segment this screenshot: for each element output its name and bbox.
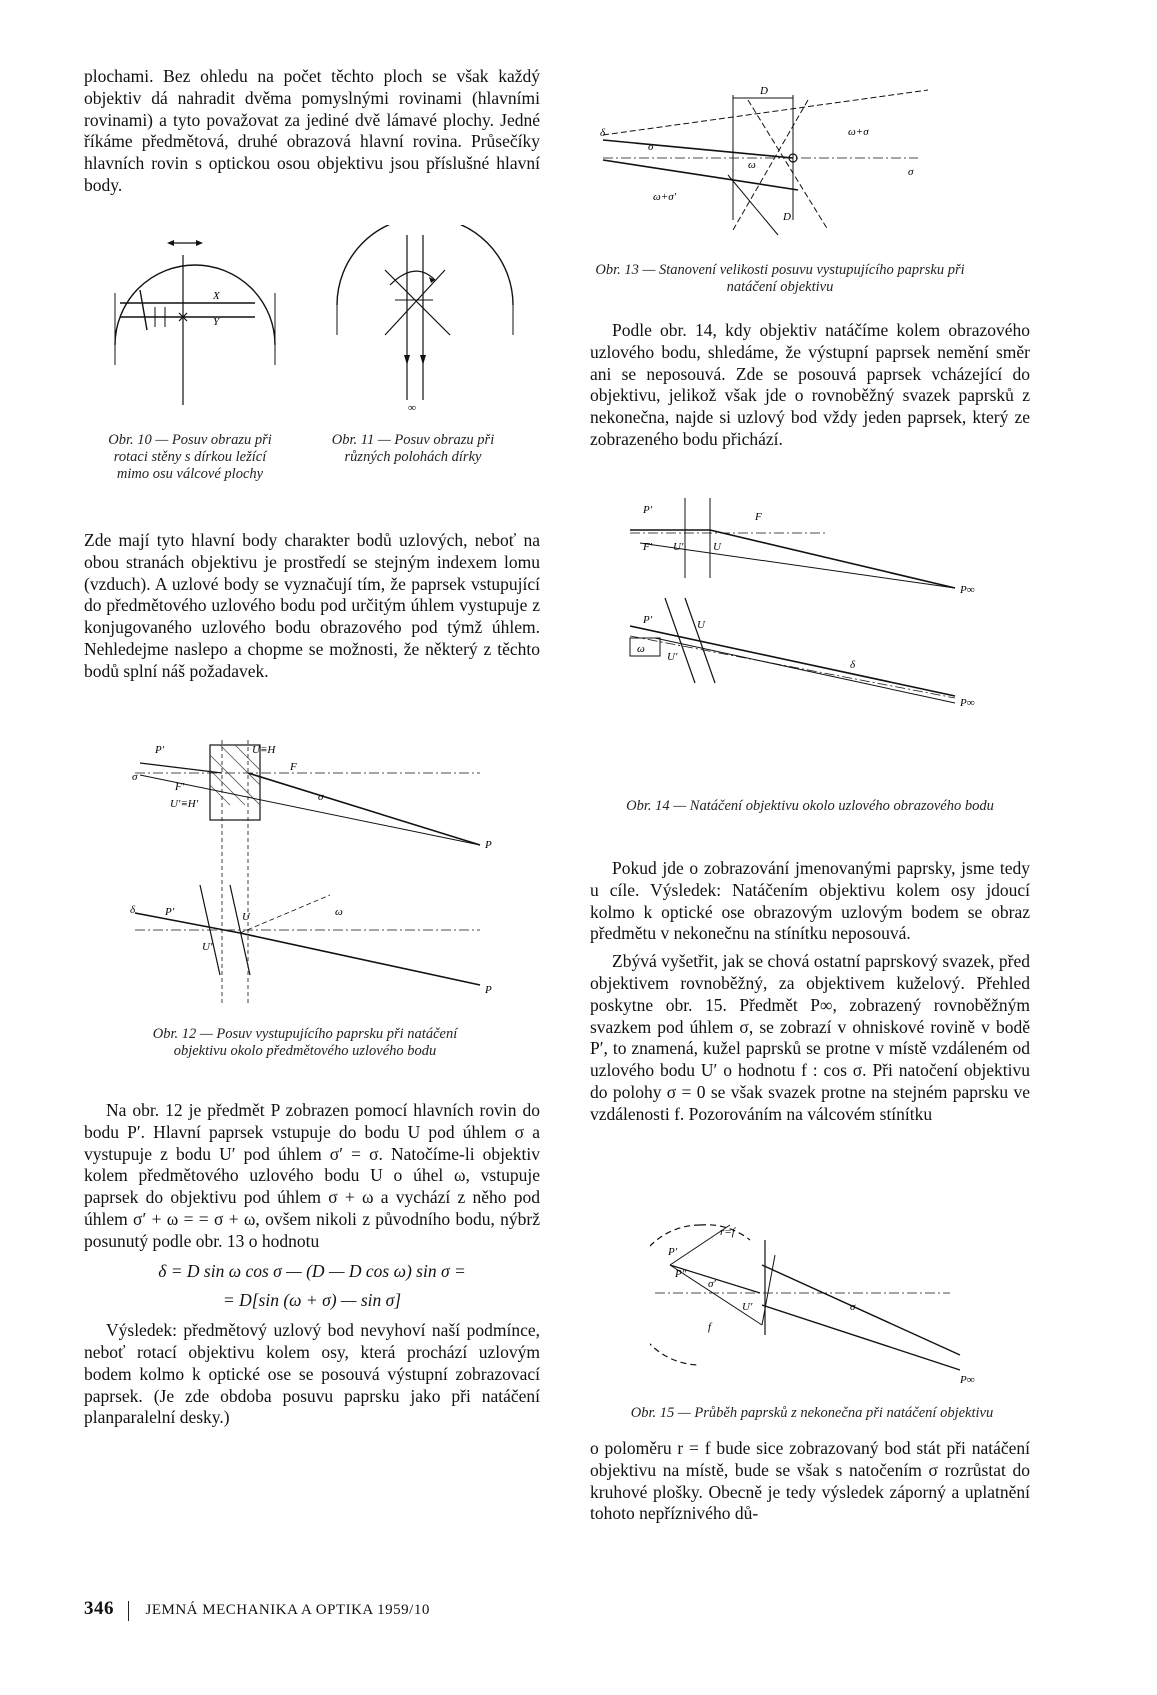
fig15-label-sigma-prime: σ′: [708, 1278, 716, 1290]
caption-fig12: Obr. 12 — Posuv vystupujícího paprsku při natáčení objektivu okolo předmětového uzlového bodu: [152, 1026, 458, 1059]
fig14-label-pprime: P′: [643, 504, 653, 516]
paragraph: Výsledek: předmětový uzlový bod nevyhoví naší podmínce, neboť rotací objektivu kolem osy, která prochází uzlovým bodem kolmo k optické ose se posouvá výstupní zobrazovací paprsek. (Je zde obdoba posuvu paprsku jako při natáčení planparalelní desky.): [84, 1320, 540, 1428]
caption-fig13: Obr. 13 — Stanovení velikosti posuvu vystupujícího paprsku při natáčení objektivu: [595, 262, 965, 295]
paragraph: Pokud jde o zobrazování jmenovanými paprsky, jsme tedy u cíle. Výsledek: Natáčením objektivu kolem osy jdoucí kolmo k optické ose obrazovým uzlovým bodem se obraz předmětu v nekonečnu na stínítku neposouvá.: [590, 858, 1030, 944]
fig14-label-pprime2: P′: [643, 614, 653, 626]
right-column-bottom: [590, 1438, 1030, 1531]
fig12-label-uh: U≡H: [252, 744, 276, 756]
fig13-label-sigma-right: σ: [908, 166, 914, 178]
fig15-label-pprime: P′: [668, 1246, 678, 1258]
fig14-label-pinf2: P∞: [960, 697, 975, 709]
formula-delta-continued: = D[sin (ω + σ) — sin σ]: [222, 1290, 402, 1311]
paragraph: plochami. Bez ohledu na počet těchto ploch se však každý objektiv dá nahradit dvěma pomyslnými rovinami (hlavními rovinami) a tyto považovat za jediné dvě lámavé plochy. Jedné říkáme předmětová, druhé obrazová hlavní rovina. Průsečíky hlavních rovin s optickou osou objektivu jsou příslušné hlavní body.: [84, 66, 540, 195]
caption-fig11: Obr. 11 — Posuv obrazu při různých polohách dírky: [331, 432, 495, 465]
fig15-label-psub: P″: [675, 1268, 687, 1280]
fig12-label-omega: ω: [335, 906, 343, 918]
fig13-label-d-diag: D: [783, 211, 791, 223]
fig13-label-omega-sigma2: ω+σ′: [653, 191, 677, 203]
fig12-label-delta: δ: [130, 904, 136, 916]
fig15-label-sigma: σ: [850, 1301, 856, 1313]
right-column-middle: [590, 858, 1030, 1132]
fig13-label-delta: δ: [600, 127, 606, 139]
paragraph: Podle obr. 14, kdy objektiv natáčíme kolem obrazového uzlového bodu, shledáme, že výstupní paprsek nemění směr ani se neposouvá. Zde se posouvá paprsek vcházející do objektivu, jelikož však jde o rovnoběžný svazek paprsků z nekonečna, najde si uzlový bod vždy jeden paprsek, který ze zobrazeného bodu přichází.: [590, 320, 1030, 449]
fig13-label-sigma-left: σ: [648, 141, 654, 153]
paragraph: Zde mají tyto hlavní body charakter bodů uzlových, neboť na obou stranách objektivu je prostředí se stejným indexem lomu (vzduch). A uzlové body se vyznačují tím, že paprsek vstupující do předmětového uzlového bodu pod určitým úhlem vystupuje z konjugovaného uzlového bodu obrazového pod týmž úhlem. Nehledejme naslepo a chopme se možnosti, že některý z těchto bodů splní náš požadavek.: [84, 530, 540, 681]
figure-13: [598, 80, 958, 250]
fig14-label-delta: δ: [850, 659, 856, 671]
fig15-label-f: f: [708, 1321, 712, 1333]
fig11-label-inf: ∞: [408, 402, 416, 414]
fig14-label-u2: U: [697, 619, 705, 631]
left-column-intro: [84, 66, 540, 203]
figure-10: [95, 235, 295, 435]
fig12-label-u: U: [242, 911, 250, 923]
figure-15: [650, 1215, 1010, 1395]
fig15-label-r-eq-f: r=f: [720, 1226, 735, 1238]
fig10-label-x: X: [213, 290, 220, 302]
caption-fig10: Obr. 10 — Posuv obrazu při rotaci stěny s dírkou ležící mimo osu válcové plochy: [108, 432, 272, 482]
fig12-label-pprime2: P′: [165, 906, 175, 918]
paragraph: Zbývá vyšetřit, jak se chová ostatní paprskový svazek, před objektivem rovnoběžný, za objektivem kuželový. Přehled poskytne obr. 15. Předmět P∞, zobrazený rovnoběžným svazkem pod úhlem σ, se zobrazí v ohniskové rovině v bodě P′, to znamená, kužel paprsků se protne v místě vzdáleném od uzlového bodu U′ o hodnotu f : cos σ. Při natočení objektivu do polohy σ = 0 se však svazek protne na stejném paprsku ve vzdálenosti f. Pozorováním na válcovém stínítku: [590, 951, 1030, 1124]
page-footer: [84, 1598, 430, 1621]
caption-fig15: Obr. 15 — Průběh paprsků z nekonečna při natáčení objektivu: [630, 1405, 994, 1421]
fig14-label-u: U: [713, 541, 721, 553]
fig12-label-uprime: U′: [202, 941, 213, 953]
fig14-label-uprime: U′: [673, 541, 684, 553]
fig14-label-f: F: [755, 511, 762, 523]
fig12-label-p2: P: [485, 984, 492, 996]
figure-14: [625, 488, 1005, 728]
fig14-label-pinf: P∞: [960, 584, 975, 596]
fig12-label-pprime: P′: [155, 744, 165, 756]
figure-12: [130, 735, 540, 1015]
fig12-label-sigma: σ: [132, 771, 138, 783]
fig12-label-p: P: [485, 839, 492, 851]
paragraph: o poloměru r = f bude sice zobrazovaný bod stát při natáčení objektivu na místě, bude se však s natočením σ rozrůstat do kruhové plošky. Obecně je tedy výsledek záporný a uplatnění tohoto nepříznivého dů-: [590, 1438, 1030, 1524]
fig14-label-uprime2: U′: [667, 651, 678, 663]
fig15-label-pinf: P∞: [960, 1374, 975, 1386]
paragraph: Na obr. 12 je předmět P zobrazen pomocí hlavních rovin do bodu P′. Hlavní paprsek vstupuje do bodu U pod úhlem σ a vystupuje z bodu U′ pod úhlem σ′ = σ. Natočíme-li objektiv kolem předmětového uzlového bodu U o úhel ω, vstupuje paprsek do objektivu pod úhlem σ + ω a vychází z něho pod úhlem σ′ + ω = = σ + ω, ovšem nikoli z původního bodu, nýbrž posunutý podle obr. 13 o hodnotu: [84, 1100, 540, 1251]
fig14-label-omega: ω: [637, 643, 645, 655]
fig13-label-omega-sigma: ω+σ: [848, 126, 869, 138]
fig12-label-fprime: F′: [175, 781, 185, 793]
page-number: 346: [84, 1598, 114, 1619]
right-column-top: [590, 320, 1030, 457]
fig13-label-omega: ω: [748, 159, 756, 171]
journal-title: JEMNÁ MECHANIKA A OPTIKA 1959/10: [145, 1602, 430, 1618]
footer-divider: [128, 1601, 129, 1621]
fig15-label-uprime: U′: [742, 1301, 753, 1313]
fig10-label-y: Y: [213, 316, 220, 328]
fig13-label-d-top: D: [760, 85, 768, 97]
formula-delta: δ = D sin ω cos σ — (D — D cos ω) sin σ =: [158, 1260, 466, 1281]
figure-11: [325, 225, 525, 425]
fig12-label-uhprime: U′≡H′: [170, 798, 199, 810]
left-column-bottom: [84, 1100, 540, 1435]
fig12-label-sigma2: σ: [318, 791, 324, 803]
left-column-middle: [84, 530, 540, 689]
caption-fig14: Obr. 14 — Natáčení objektivu okolo uzlového obrazového bodu: [626, 798, 994, 814]
fig14-label-fprime: F′: [643, 541, 653, 553]
fig12-label-f: F: [290, 761, 297, 773]
